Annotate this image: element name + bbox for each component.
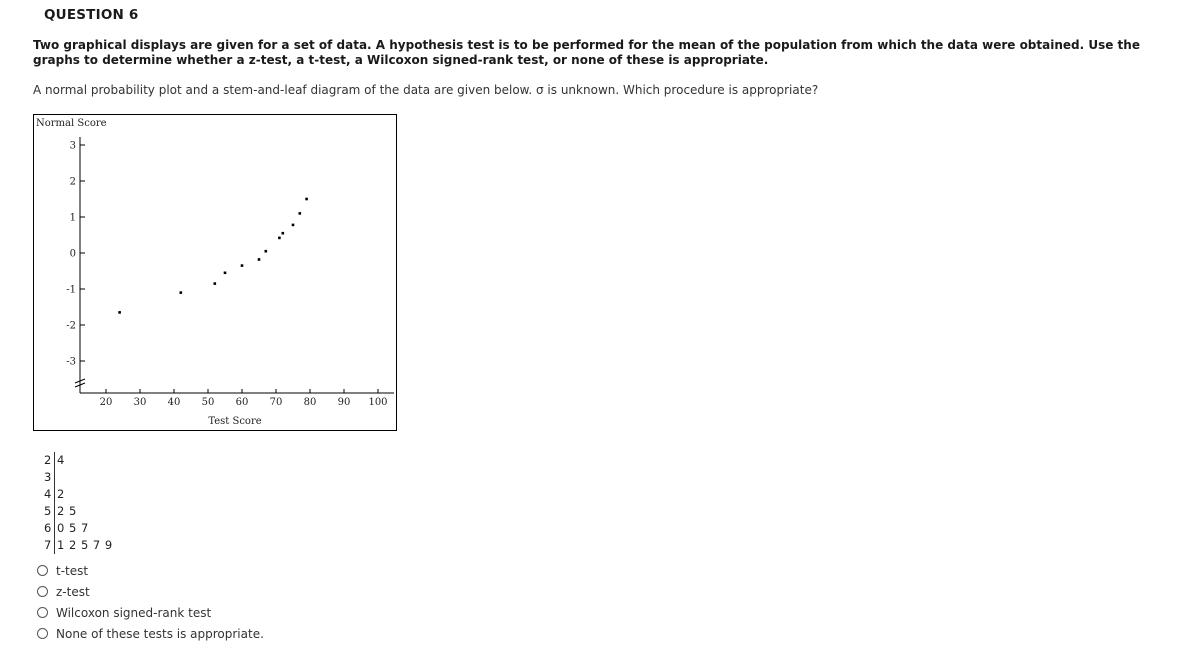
x-tick-label: 90 <box>337 397 351 408</box>
radio-button[interactable] <box>37 628 48 639</box>
x-axis-label: Test Score <box>208 416 262 427</box>
stem-leaf-row <box>44 537 113 554</box>
leaf-values: 0 5 7 <box>57 521 89 535</box>
radio-button[interactable] <box>37 565 48 576</box>
stem-value: 3 <box>44 469 55 486</box>
stem-leaf-row <box>44 452 113 469</box>
data-point <box>292 224 295 227</box>
data-point <box>224 272 227 275</box>
stem-value: 2 <box>44 452 55 469</box>
data-point <box>305 198 308 201</box>
data-point <box>299 212 302 215</box>
x-tick-label: 60 <box>235 397 249 408</box>
stem-leaf-row <box>44 469 113 486</box>
leaf-values: 1 2 5 7 9 <box>57 538 113 552</box>
question-prompt: Two graphical displays are given for a set of data. A hypothesis test is to be performed for the mean of the population from which the data were obtained. Use the graphs to determine whether a z-test, a t-test, a Wilcoxon signed-rank test, or none of these is appropriate. <box>33 38 1140 67</box>
data-point <box>241 264 244 267</box>
y-tick-label: 3 <box>69 140 76 152</box>
stem-leaf-row <box>44 520 113 537</box>
option-label[interactable]: z-test <box>56 584 90 599</box>
option-none[interactable] <box>37 623 264 644</box>
radio-button[interactable] <box>37 586 48 597</box>
x-tick-label: 50 <box>201 397 215 408</box>
data-point <box>118 311 121 314</box>
option-z-test[interactable] <box>37 581 264 602</box>
data-point <box>180 291 183 294</box>
y-tick-label: -2 <box>66 320 76 332</box>
x-tick-label: 70 <box>269 397 283 408</box>
x-tick-label: 100 <box>368 397 388 408</box>
y-tick-label: -3 <box>66 356 76 368</box>
leaf-values: 2 5 <box>57 504 77 518</box>
option-t-test[interactable] <box>37 560 264 581</box>
data-point <box>258 258 261 261</box>
stem-value: 4 <box>44 486 55 503</box>
data-point <box>214 282 217 285</box>
x-tick-label: 30 <box>133 397 147 408</box>
option-label[interactable]: t-test <box>56 563 89 578</box>
leaf-values: 2 <box>57 487 65 501</box>
answer-options <box>37 560 264 644</box>
option-label[interactable]: None of these tests is appropriate. <box>56 626 264 641</box>
y-tick-label: -1 <box>66 284 76 296</box>
stem-leaf-row <box>44 503 113 520</box>
leaf-values <box>55 469 57 486</box>
radio-button[interactable] <box>37 607 48 618</box>
data-point <box>278 237 281 240</box>
x-tick-label: 40 <box>167 397 181 408</box>
data-point <box>282 232 285 235</box>
data-point <box>265 250 268 253</box>
stem-value: 6 <box>44 520 55 537</box>
normal-probability-plot <box>33 114 397 431</box>
y-tick-label: 0 <box>69 248 76 260</box>
option-wilcoxon[interactable] <box>37 602 264 623</box>
y-axis-label: Normal Score <box>36 118 107 129</box>
stem-leaf-row <box>44 486 113 503</box>
leaf-values: 4 <box>57 453 65 467</box>
x-tick-label: 20 <box>99 397 113 408</box>
x-tick-label: 80 <box>303 397 317 408</box>
option-label[interactable]: Wilcoxon signed-rank test <box>56 605 212 620</box>
stem-value: 5 <box>44 503 55 520</box>
stem-and-leaf-diagram <box>44 452 113 554</box>
stem-value: 7 <box>44 537 55 554</box>
y-tick-label: 2 <box>69 176 76 188</box>
plot-svg <box>34 115 398 432</box>
question-title: QUESTION 6 <box>44 7 139 23</box>
question-subprompt: A normal probability plot and a stem-and-leaf diagram of the data are given below. σ is unknown. Which procedure is appropriate? <box>33 83 819 97</box>
y-tick-label: 1 <box>69 212 76 224</box>
